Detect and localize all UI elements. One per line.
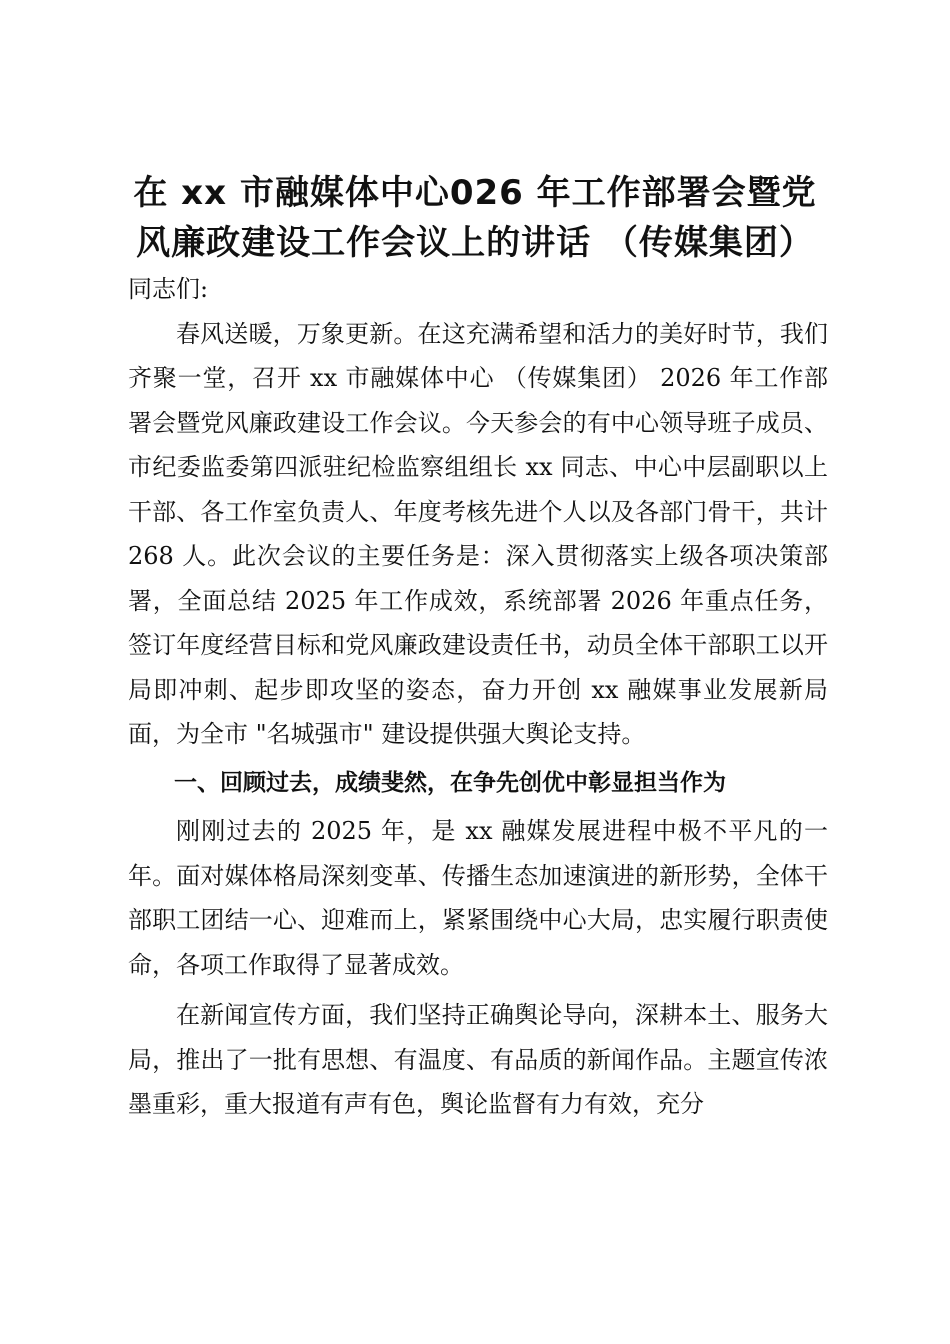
paragraph-opening: 春风送暖，万象更新。在这充满希望和活力的美好时节，我们齐聚一堂，召开 xx 市融媒体中心 （传媒集团） 2026 年工作部署会暨党风廉政建设工作会议。今天参会的有中心领导班子成员、市纪委监委第四派驻纪检监察组组长 xx 同志、中心中层副职以上干部、各工作室负责人、年度考核先进个人以及各部门骨干，共计 268 人。此次会议的主要任务是：深入贯彻落实上级各项决策部署，全面总结 2025 年工作成效，系统部署 2026 年重点任务，签订年度经营目标和党风廉政建设责任书，动员全体干部职工以开局即冲刺、起步即攻坚的姿态，奋力开创 xx 融媒事业发展新局面，为全市 "名城强市" 建设提供强大舆论支持。 — [128, 319, 828, 748]
salutation: 同志们: — [128, 275, 209, 303]
title-line-2: 风廉政建设工作会议上的讲话 （传媒集团） — [136, 223, 814, 263]
title-line-1: 在 xx 市融媒体中心026 年工作部署会暨党 — [133, 173, 817, 213]
document-body — [128, 267, 828, 1127]
paragraph-review: 刚刚过去的 2025 年，是 xx 融媒发展进程中极不平凡的一年。面对媒体格局深刻变革、传播生态加速演进的新形势，全体干部职工团结一心、迎难而上，紧紧围绕中心大局，忠实履行职责使命，各项工作取得了显著成效。 — [128, 817, 828, 979]
paragraph-news: 在新闻宣传方面，我们坚持正确舆论导向，深耕本土、服务大局，推出了一批有思想、有温度、有品质的新闻作品。主题宣传浓墨重彩，重大报道有声有色，舆论监督有力有效，充分 — [128, 1001, 828, 1118]
section-heading-1: 一、回顾过去，成绩斐然，在争先创优中彰显担当作为 — [174, 769, 726, 796]
document-title — [110, 168, 840, 268]
